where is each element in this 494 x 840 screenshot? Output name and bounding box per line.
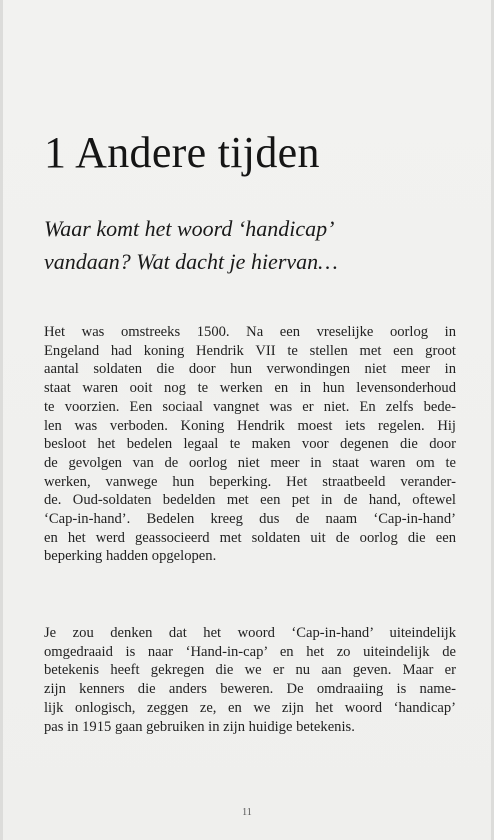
text-line: staat waren ooit nog te werken en in hun levensonderhoud [44,380,456,397]
chapter-title: 1 Andere tijden [44,128,320,177]
text-line: besloot het bedelen legaal te maken voor degenen die door [44,436,456,453]
body-paragraph-1 [44,323,456,566]
page-number: 11 [242,807,252,818]
text-line: len was verboden. Koning Hendrik moest iets regelen. Hij [44,417,456,434]
text-line: Engeland had koning Hendrik VII te stellen met een groot [44,342,456,359]
text-line: betekenis heeft gekregen die we er nu aan geven. Maar er [44,662,456,679]
text-line: Het was omstreeks 1500. Na een vreselijke oorlog in [44,324,456,340]
text-line: aantal soldaten die door hun verwondingen niet meer in [44,361,456,378]
text-line: ‘Cap-in-hand’. Bedelen kreeg dus de naam ‘Cap-in-hand’ [44,511,456,528]
subtitle-line: Waar komt het woord ‘handicap’ [44,216,335,241]
text-line: te voorzien. Een sociaal vangnet was er niet. En zelfs bede- [44,398,456,415]
text-line: lijk onlogisch, zeggen ze, en we zijn het woord ‘handicap’ [44,699,456,716]
chapter-subtitle [44,212,464,278]
page-edge-left [0,0,3,840]
text-line: omgedraaid is naar ‘Hand-in-cap’ en het zo uiteindelijk de [44,643,456,660]
text-line: pas in 1915 gaan gebruiken in zijn huidige betekenis. [44,718,355,735]
text-line: en het werd geassocieerd met soldaten uit de oorlog die een [44,529,456,546]
body-paragraph-2 [44,624,456,736]
text-line: Je zou denken dat het woord ‘Cap-in-hand’ uiteindelijk [44,625,456,641]
text-line: de. Oud-soldaten bedelden met een pet in de hand, oftewel [44,492,456,509]
subtitle-line: vandaan? Wat dacht je hiervan… [44,249,338,274]
text-line: beperking hadden opgelopen. [44,548,217,565]
text-line: werken, vanwege hun beperking. Het straatbeeld verander- [44,473,456,490]
text-line: de gevolgen van de oorlog niet meer in staat waren om te [44,454,456,471]
text-line: zijn kenners die anders beweren. De omdraaiing is name- [44,681,456,698]
